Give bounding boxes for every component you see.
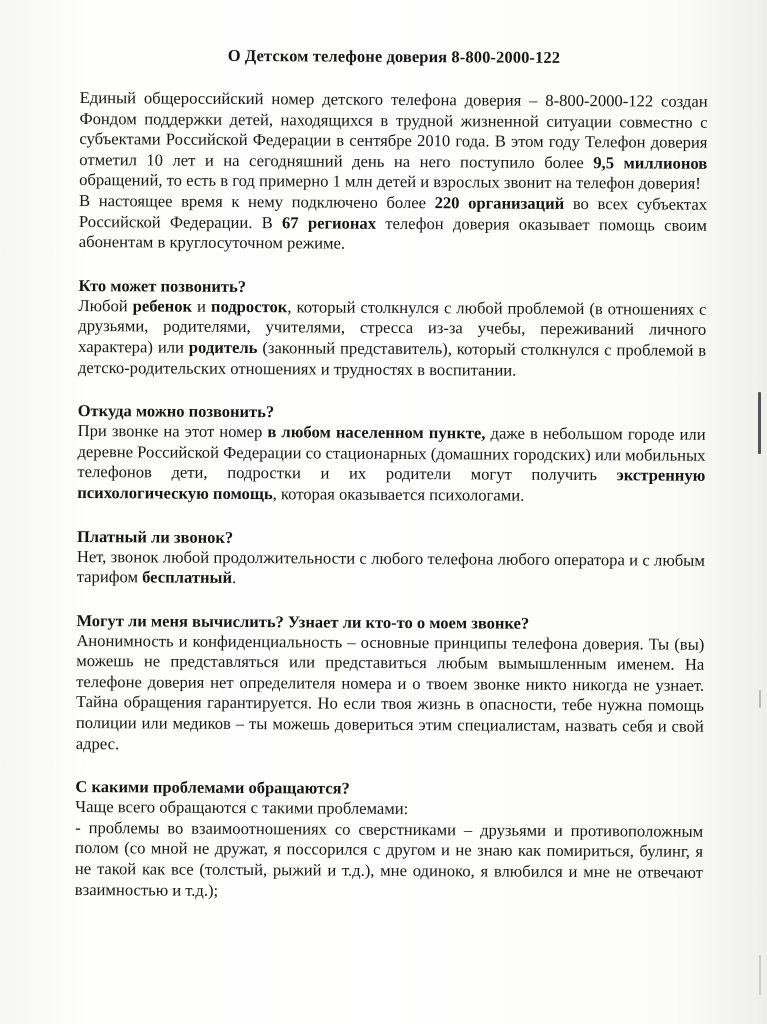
bold-run: ребенок [132, 296, 193, 316]
text-run: обращений, то есть в год примерно 1 млн детей и взрослых звонит на телефон доверия! [79, 170, 701, 194]
text-run: Единый общероссийский номер детского телефона доверия – 8-800-2000-122 создан Фондом поддержки детей, находящихся в трудной жизненной ситуации совместно с субъектами Российской Федерации в сентябре 2010 года. В этом году Телефон доверия отметил 10 лет и на сегодняшний день на него поступило более [79, 87, 708, 172]
page-edge-mark [758, 392, 761, 454]
bold-run: бесплатный [142, 567, 233, 588]
section-text-anonymity: Анонимность и конфиденциальность – основные принципы телефона доверия. Ты (вы) можешь не представляться или представиться любым вымышленным именем. На телефоне доверия нет определителя номера и о твоем звонке никто никогда не узнает. Тайна обращения гарантируется. Но если твоя жизнь в опасности, тебе нужна помощь полиции или медиков – ты можешь довериться этим специалистам, назвать себя и свой адрес. [75, 630, 705, 753]
section-text-paid [77, 546, 705, 591]
problem-list-item: - проблемы во взаимоотношениях со сверстниками – друзьями и противоположным полом (со мной не дружат, я поссорился с другом и не знаю как помириться, булинг, я не такой как все (толстый, рыжий и т.д.), мне одиноко, я влюбился и мне не отвечают взаимностью и т.д.); [74, 817, 704, 900]
text-run: , которая оказывается психологами. [272, 484, 525, 505]
section-heading-where: Откуда можно позвонить? [77, 401, 275, 422]
text-run: и [192, 296, 212, 316]
bold-run: 9,5 миллионов [593, 152, 708, 173]
bold-run: экстренную психологическую помощь [77, 465, 706, 504]
text-run: В настоящее время к нему подключено более [78, 190, 435, 213]
text-run: Любой [78, 295, 133, 316]
section-heading-anonymity: Могут ли меня вычислить? Узнает ли кто-то о моем звонке? [76, 610, 530, 633]
text-run: При звонке на этот номер [77, 421, 268, 442]
bold-run: родитель [188, 337, 258, 358]
document-title: О Детском телефоне доверия 8-800-2000-122 [227, 45, 561, 67]
document-body [75, 44, 708, 904]
text-run: . [232, 568, 237, 588]
section-text-who [78, 296, 706, 382]
bold-run: 220 организаций [434, 193, 565, 213]
bold-run: подросток [210, 296, 288, 317]
section-heading-problems: С какими проблемами обращаются? [75, 777, 350, 798]
intro-paragraph-1 [79, 88, 708, 195]
text-run: Нет, звонок любой продолжительности с любого телефона любого оператора и с любым тарифом [76, 546, 705, 587]
section-heading-who: Кто может позвонить? [78, 275, 247, 296]
text-run: даже в небольшом городе или деревне Российской Федерации со стационарных (домашних городских) или мобильных телефонов дети, подростки и их родители могут получить [77, 423, 706, 485]
section-text-where [77, 421, 705, 507]
text-run: , который столкнулся с любой проблемой (в отношениях с друзьями, родителями, учителями, стресса из-за учебы, переживаний личного характера) или [78, 297, 707, 357]
text-run: во всех субъектах Российской Федерации. В [78, 193, 708, 232]
text-run: (законный представитель), который столкнулся с проблемой в детско-родительских отношениях и трудностях в воспитании. [77, 338, 707, 380]
section-heading-paid: Платный ли звонок? [76, 526, 234, 547]
page-edge-mark [759, 955, 761, 995]
page-edge-mark [759, 690, 761, 708]
intro-paragraph-2 [79, 191, 707, 257]
section-lead-problems: Чаще всего обращаются с такими проблемами: [75, 797, 409, 819]
bold-run: в любом населенном пункте, [267, 422, 486, 443]
bold-run: 67 регионах [281, 212, 377, 233]
text-run: телефон доверия оказывает помощь своим абонентам в круглосуточном режиме. [78, 213, 707, 253]
